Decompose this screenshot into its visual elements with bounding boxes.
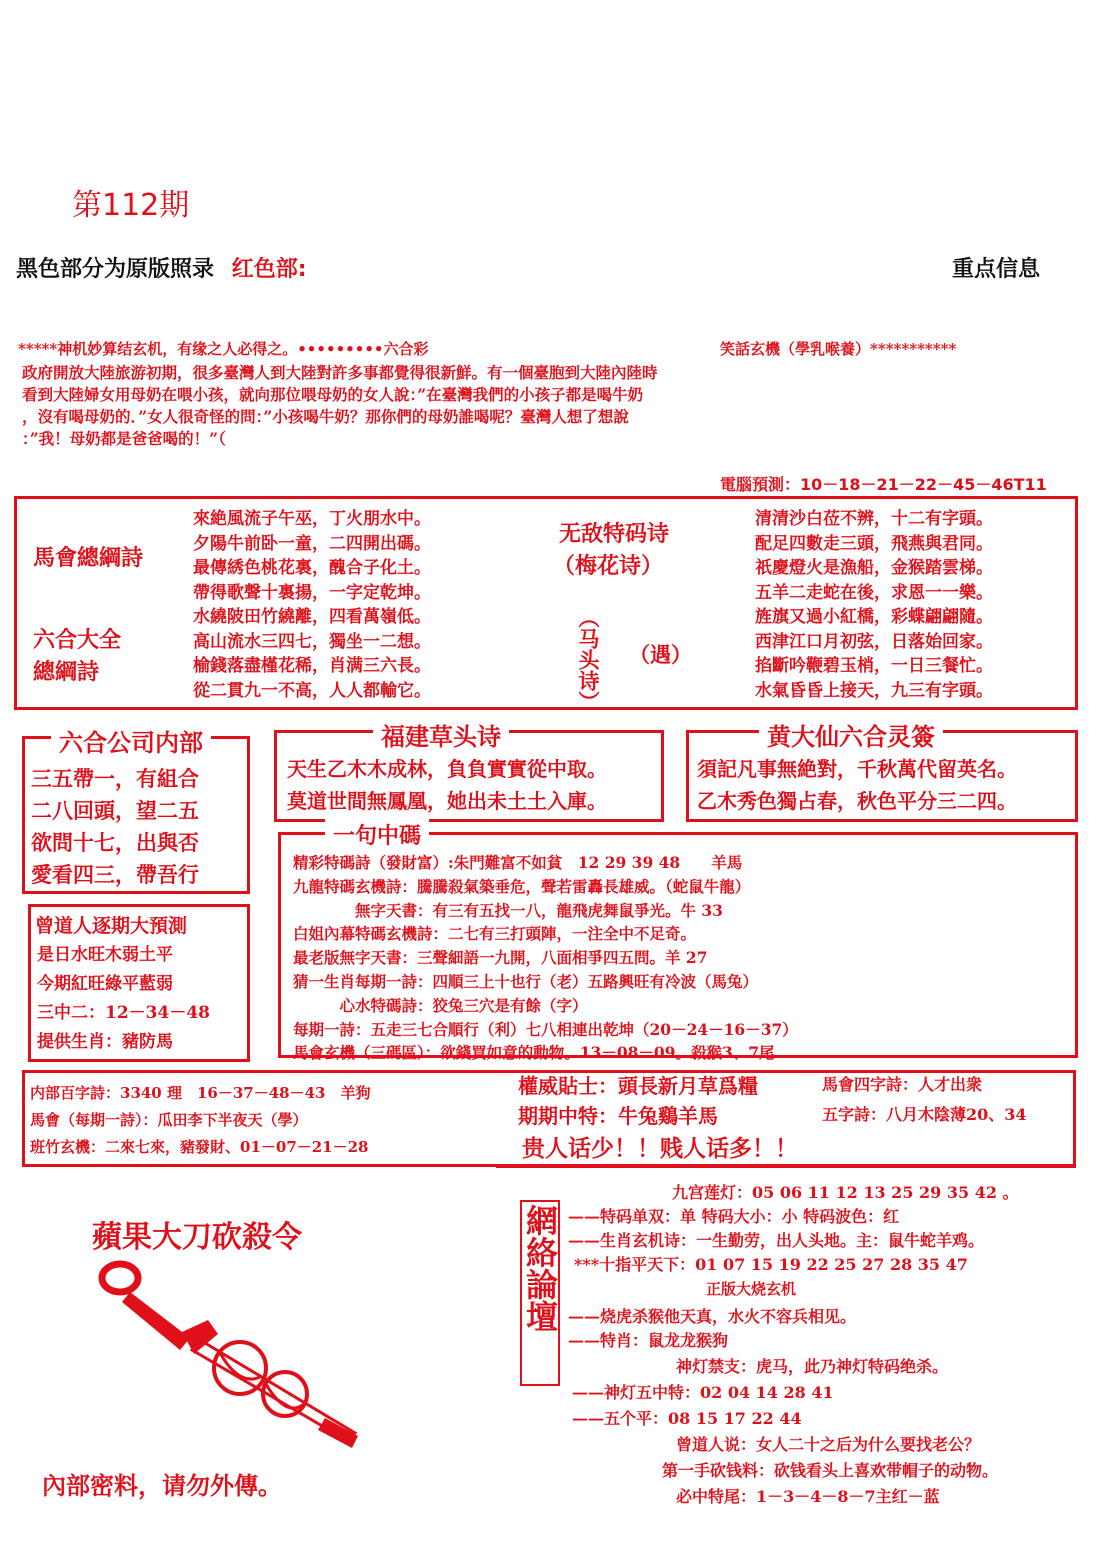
huang-line: 須記凡事無絶對，千秋萬代留英名。	[697, 757, 1017, 781]
huang-title: 黄大仙六合灵簽	[759, 717, 943, 752]
company-box	[22, 728, 250, 894]
yiju-line: 猜一生肖每期一詩：四順三上十也行（老）五路興旺有冷波（馬兔）	[293, 971, 759, 991]
quanwei-slogan: 贵人话少！！贱人话多！！	[522, 1135, 798, 1162]
issue-number: 第112期	[72, 188, 190, 223]
apple-footer: 內部密料，请勿外傳。	[42, 1471, 282, 1500]
luntan-line: ——生肖玄机诗：一生勤劳，出人头地。主：鼠牛蛇羊鸡。	[568, 1231, 985, 1250]
wudi-title: 无敌特码诗	[559, 521, 670, 547]
zengdao-line: 是日水旺木弱土平	[37, 945, 173, 965]
luntan-line: 曾道人说：女人二十之后为什么要找老公？	[676, 1435, 981, 1454]
sword-icon	[90, 1258, 390, 1458]
zengdao-line: 今期紅旺綠平藍弱	[37, 974, 173, 994]
zengdao-line: 提供生肖：豬防馬	[37, 1032, 173, 1052]
poem-label-mahui: 馬會總綱詩	[33, 545, 144, 571]
luntan-frame	[520, 1200, 560, 1386]
company-lines	[31, 763, 199, 891]
matou-label: （马头诗）	[576, 607, 601, 712]
poem-line: 清清沙白莅不辨，十二有字頭。	[755, 509, 993, 529]
quanwei-line2: 期期中特：牛兔鷄羊馬	[518, 1104, 718, 1128]
apple-title: 蘋果大刀砍殺令	[92, 1220, 302, 1255]
poem-label-zonggang: 總綱詩	[33, 659, 100, 685]
poem-line: 配足四數走三頭，飛燕與君同。	[755, 533, 993, 554]
wudi-subtitle: （梅花诗）	[553, 553, 664, 579]
zengdao-lines	[37, 941, 210, 1057]
luntan-line: 九宫莲灯：05 06 11 12 13 25 29 35 42 。	[672, 1183, 1019, 1202]
poem-line: 水繞陂田竹繞離，四看萬嶺低。	[193, 607, 431, 627]
poem-line: 最傳綉色桃花裏，醜合子化土。	[193, 558, 431, 578]
luntan-line: ——特码单双：单 特码大小：小 特码波色：红	[568, 1207, 900, 1226]
zengdao-box	[28, 904, 250, 1062]
yiju-line: 馬會玄機（三碼區）：欲錢買如意的動物。13－08－09。殺猴3、7尾	[293, 1043, 775, 1063]
neibu-line: 馬會（每期一詩）：瓜田李下半夜天（學）	[30, 1111, 308, 1129]
notice-line	[16, 252, 307, 283]
luntan-line: ——五个平：08 15 17 22 44	[572, 1409, 802, 1428]
yu-label: （遇）	[629, 642, 692, 667]
yiju-line: 九龍特碼玄機詩：騰騰殺氣築垂危，聲若雷轟長雄威。（蛇鼠牛龍）	[293, 876, 751, 896]
intro-head-left: *****神机妙算结玄机，有缘之人必得之。•••••••••六合彩	[18, 340, 429, 358]
poem-box	[14, 496, 1078, 710]
fujian-lines	[287, 753, 607, 817]
quanwei-line1: 權威貼士：頭長新月草爲糧	[518, 1074, 758, 1098]
intro-line: ：”我！母奶都是爸爸喝的！”（	[22, 429, 226, 448]
poem-line: 從二貫九一不高，人人都輸它。	[193, 680, 431, 701]
poem-line: 來絶風流子午巫，丁火朋水中。	[193, 509, 431, 529]
fujian-box	[274, 722, 664, 822]
intro-head-right: 笑話玄機（學乳喉養）***********	[720, 340, 957, 358]
yiju-line: 白姐內幕特碼玄機詩：二七有三打頭陣，一注全中不足奇。	[293, 924, 697, 944]
yiju-line: 精彩特碼詩（發財富）:朱門難富不如貧 12 29 39 48 羊馬	[293, 853, 743, 872]
intro-line: 看到大陸婦女用母奶在喂小孩，就向那位喂母奶的女人說：”在臺灣我們的小孩子都是喝牛奶	[22, 385, 644, 404]
intro-joke	[22, 362, 658, 450]
poem-line: 旌旗又過小紅橋，彩蝶翩翩隨。	[755, 607, 993, 627]
poem-line: 五羊二走蛇在後，求恩一一樂。	[755, 582, 993, 603]
huang-lines	[697, 753, 1017, 817]
company-line: 愛看四三，帶吾行	[31, 862, 199, 887]
yiju-title: 一句中碼	[325, 819, 429, 850]
intro-line: ，沒有喝母奶的．”女人很奇怪的問：”小孩喝牛奶？那你們的母奶誰喝呢？臺灣人想了想說	[22, 407, 629, 426]
huang-line: 乙木秀色獨占春，秋色平分三二四。	[697, 789, 1017, 813]
poem-line: 水氣昏昏上接天，九三有字頭。	[755, 680, 993, 701]
zengdao-line: 三中二：12－34－48	[37, 1003, 210, 1023]
fujian-line: 莫道世間無鳳凰，她出未土土入庫。	[287, 789, 607, 813]
yiju-lines	[293, 851, 798, 1065]
company-line: 二八回頭，望二五	[31, 798, 199, 823]
luntan-line: 必中特尾：1－3－4－8－7主红－蓝	[676, 1487, 940, 1506]
poem-label-liuhe: 六合大全	[33, 627, 122, 653]
poem-line: 帶得歌聲十裏揚，一字定乾坤。	[193, 582, 431, 603]
yiju-line: 最老版無字天書：三聲細語一九開，八面相爭四五問。羊 27	[293, 948, 708, 968]
quanwei-right1: 馬會四字詩：人才出衆	[822, 1075, 983, 1094]
zengdao-title: 曾道人逐期大預測	[35, 915, 188, 937]
luntan-line: 第一手砍钱料：砍钱看头上喜欢带帽子的动物。	[662, 1461, 999, 1480]
yiju-line: 無字天書：有三有五找一八，龍飛虎舞鼠爭光。牛 33	[293, 900, 723, 920]
quanwei-right2: 五字詩：八月木陰薄20、34	[822, 1105, 1027, 1124]
company-line: 三五帶一，有組合	[31, 766, 199, 791]
poem-right-column	[755, 507, 993, 703]
yiju-box	[278, 823, 1078, 1063]
fujian-line: 天生乙木木成林，負負實實從中取。	[287, 757, 607, 781]
neibu-line: 内部百字詩：3340 理 16－37－48－43 羊狗	[30, 1084, 371, 1102]
huang-box	[686, 722, 1078, 822]
luntan-line: 神灯禁支：虎马，此乃神灯特码绝杀。	[676, 1357, 949, 1376]
poem-line: 西津江口月初弦，日落始回家。	[755, 631, 993, 652]
neibu-line: 班竹玄機：二來七來，豬發財、01－07－21－28	[30, 1138, 369, 1156]
yiju-line: 心水特碼詩：狡兔三穴是有餘（字）	[293, 995, 588, 1015]
computer-prediction: 電腦預測：10－18－21－22－45－46T11	[720, 475, 1047, 494]
luntan-line: ——神灯五中特：02 04 14 28 41	[572, 1383, 834, 1402]
poem-line: 夕陽牛前卧一童，二四開出碼。	[193, 533, 431, 554]
notice-black: 黑色部分为原版照录	[16, 257, 215, 282]
company-line: 欲問十七，出與否	[31, 830, 199, 855]
luntan-line: ——特肖：鼠龙龙猴狗	[568, 1331, 729, 1350]
luntan-line: ——烧虎杀猴他天真，水火不容兵相见。	[568, 1307, 857, 1326]
poem-line: 掐斷吟鞭碧玉梢，一日三餐忙。	[755, 656, 993, 676]
luntan-line: ***十指平天下：01 07 15 19 22 25 27 28 35 47	[574, 1255, 968, 1274]
poem-line: 高山流水三四七，獨坐一二想。	[193, 631, 431, 652]
poem-left-column	[193, 507, 431, 703]
company-title: 六合公司内部	[51, 723, 211, 758]
neibu-lines	[30, 1080, 370, 1161]
notice-red: 红色部:	[231, 257, 307, 282]
fujian-title: 福建草头诗	[373, 717, 509, 752]
luntan-line: 正版大烧玄机	[706, 1280, 797, 1298]
notice-right: 重点信息	[952, 257, 1041, 282]
poem-line: 祇慶燈火是漁船，金猴踏雲梯。	[755, 558, 993, 578]
divider	[496, 1164, 1076, 1168]
yiju-line: 每期一詩：五走三七合順行（利）七八相連出乾坤（20－24－16－37）	[293, 1019, 798, 1039]
luntan-title: 網絡論壇	[521, 1204, 559, 1332]
intro-line: 政府開放大陸旅游初期，很多臺灣人到大陸對許多事都覺得很新鮮。有一個臺胞到大陸內陸時	[22, 363, 658, 382]
poem-line: 榆錢落盡槿花稀，肖满三六長。	[193, 656, 431, 676]
